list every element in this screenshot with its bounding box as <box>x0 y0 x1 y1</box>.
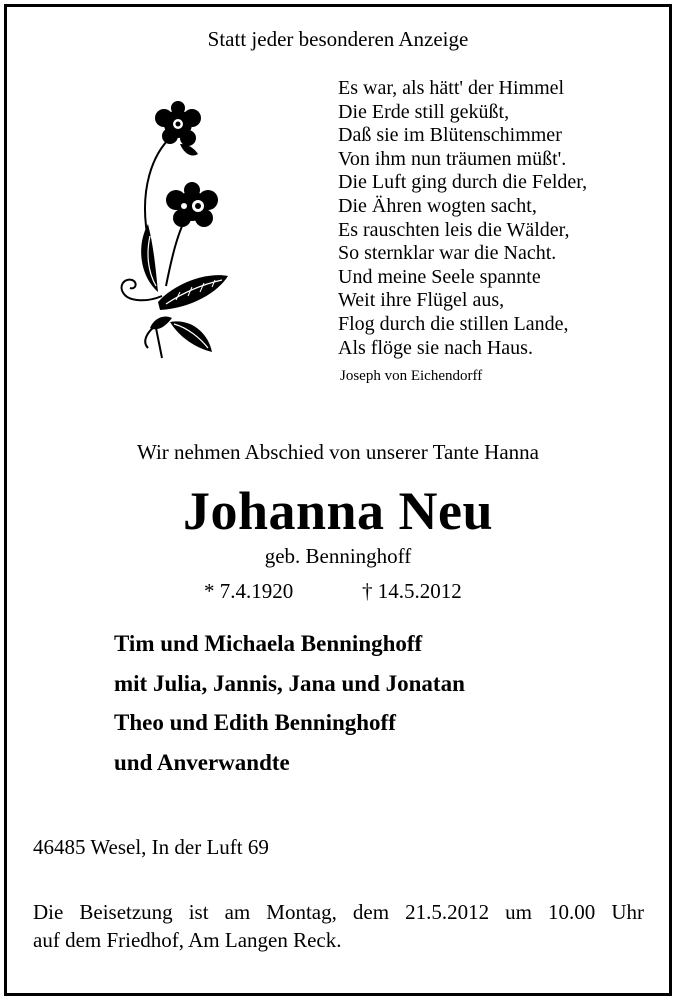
poem-line: Die Erde still geküßt, <box>338 100 510 123</box>
funeral-date-line: Die Beisetzung ist am Montag, dem 21.5.2012 um 10.00 Uhr <box>33 900 644 924</box>
intro-text: Statt jeder besonderen Anzeige <box>207 27 469 51</box>
mourner-line: Tim und Michaela Benninghoff <box>114 631 423 656</box>
death-date: † 14.5.2012 <box>362 579 462 603</box>
poem-line: Und meine Seele spannte <box>338 265 541 288</box>
mourner-line: mit Julia, Jannis, Jana und Jonatan <box>114 670 465 696</box>
poem-line: Von ihm nun träumen müßt'. <box>338 147 567 170</box>
poem-line: So sternklar war die Nacht. <box>338 242 557 265</box>
poem <box>338 77 638 360</box>
poem-line: Daß sie im Blütenschimmer <box>338 124 562 147</box>
poem-author: Joseph von Eichendorff <box>340 368 483 384</box>
poem-line: Die Ähren wogten sacht, <box>338 194 537 217</box>
farewell-text: Wir nehmen Abschied von unserer Tante Hanna <box>136 440 539 464</box>
poem-line: Weit ihre Flügel aus, <box>338 289 505 312</box>
poem-line: Flog durch die stillen Lande, <box>338 312 569 335</box>
poem-line: Die Luft ging durch die Felder, <box>338 171 588 194</box>
poem-line: Als flöge sie nach Haus. <box>338 336 533 359</box>
family-address: 46485 Wesel, In der Luft 69 <box>33 835 269 859</box>
poem-line: Es war, als hätt' der Himmel <box>338 77 565 99</box>
mourners-list <box>114 624 465 782</box>
poem-line: Es rauschten leis die Wälder, <box>338 218 570 241</box>
mourner-line: Theo und Edith Benninghoff <box>114 710 396 735</box>
birth-name: geb. Benninghoff <box>264 544 412 568</box>
deceased-name: Johanna Neu <box>182 481 494 541</box>
birth-date: * 7.4.1920 <box>204 579 294 603</box>
funeral-location-line: auf dem Friedhof, Am Langen Reck. <box>33 928 342 952</box>
flower-ornament-icon <box>100 96 230 366</box>
funeral-info <box>33 898 644 954</box>
mourner-line: und Anverwandte <box>114 749 290 775</box>
